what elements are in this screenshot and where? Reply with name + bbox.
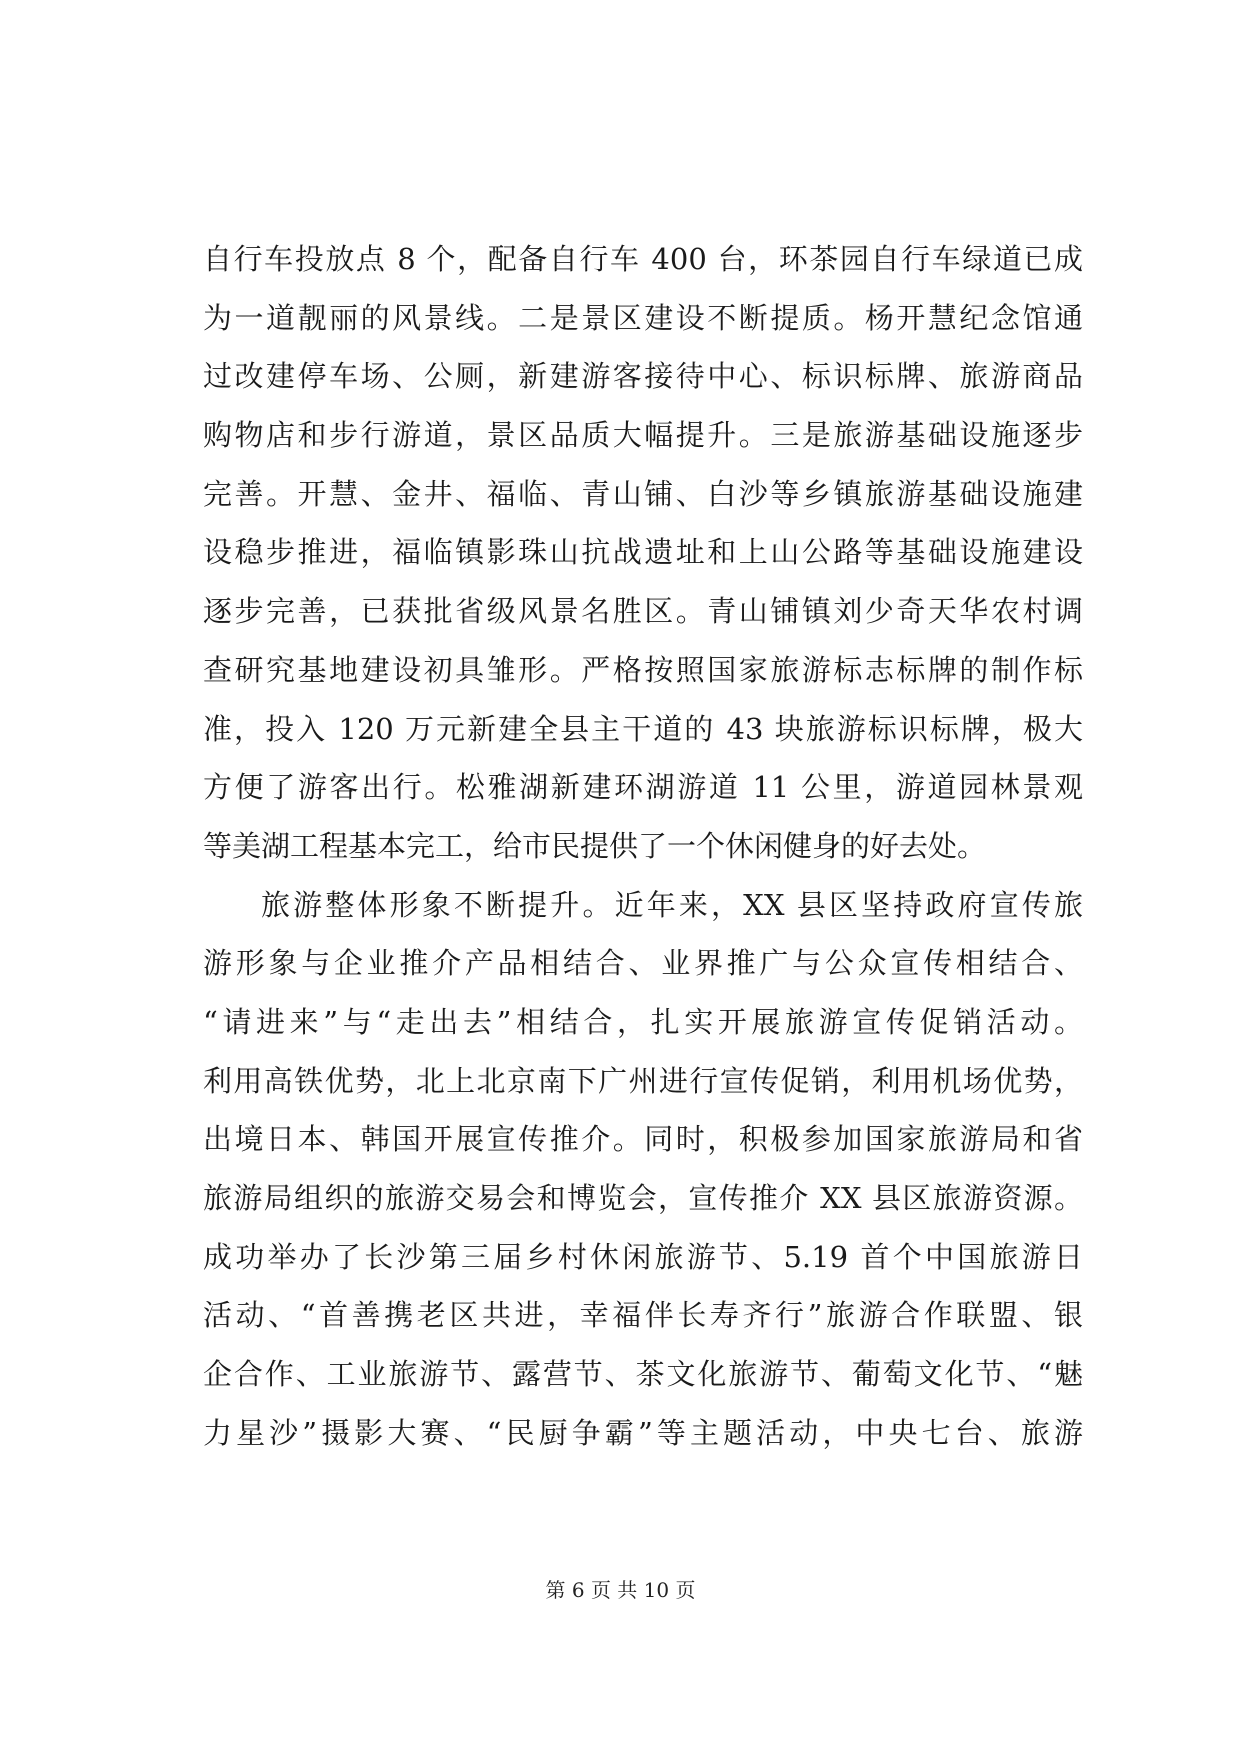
text-line: 查研究基地建设初具雏形。严格按照国家旅游标志标牌的制作标: [203, 652, 1083, 687]
text-line: 企合作、工业旅游节、露营节、茶文化旅游节、葡萄文化节、“魅: [203, 1357, 1083, 1392]
text-line: 准，投入 120 万元新建全县主干道的 43 块旅游标识标牌，极大: [203, 711, 1083, 746]
text-line: 过改建停车场、公厕，新建游客接待中心、标识标牌、旅游商品: [203, 359, 1083, 394]
text-line: 等美湖工程基本完工，给市民提供了一个休闲健身的好去处。: [203, 828, 987, 863]
text-line: 活动、“首善携老区共进，幸福伴长寿齐行”旅游合作联盟、银: [203, 1298, 1083, 1333]
text-line: 游形象与企业推介产品相结合、业界推广与公众宣传相结合、: [203, 946, 1083, 981]
text-line: 自行车投放点 8 个，配备自行车 400 台，环茶园自行车绿道已成: [203, 242, 1083, 276]
text-line: 方便了游客出行。松雅湖新建环湖游道 11 公里，游道园林景观: [203, 770, 1083, 805]
text-line: 逐步完善，已获批省级风景名胜区。青山铺镇刘少奇天华农村调: [203, 594, 1083, 629]
text-line: “请进来”与“走出去”相结合，扎实开展旅游宣传促销活动。: [203, 1004, 1083, 1039]
text-line: 成功举办了长沙第三届乡村休闲旅游节、5.19 首个中国旅游日: [203, 1239, 1083, 1274]
page-footer: 第 6 页 共 10 页: [545, 1578, 696, 1602]
text-line: 出境日本、韩国开展宣传推介。同时，积极参加国家旅游局和省: [203, 1122, 1083, 1157]
text-line: 利用高铁优势，北上北京南下广州进行宣传促销，利用机场优势，: [203, 1063, 1083, 1098]
text-line: 为一道靓丽的风景线。二是景区建设不断提质。杨开慧纪念馆通: [203, 300, 1083, 335]
text-line: 力星沙”摄影大赛、“民厨争霸”等主题活动，中央七台、旅游: [203, 1415, 1083, 1450]
text-line: 旅游局组织的旅游交易会和博览会，宣传推介 XX 县区旅游资源。: [203, 1181, 1083, 1215]
text-line: 完善。开慧、金井、福临、青山铺、白沙等乡镇旅游基础设施建: [203, 476, 1083, 511]
text-line: 设稳步推进，福临镇影珠山抗战遗址和上山公路等基础设施建设: [203, 535, 1083, 570]
paragraph-first-line: 旅游整体形象不断提升。近年来，XX 县区坚持政府宣传旅: [261, 887, 1083, 922]
body-text: [203, 230, 1083, 1462]
text-line: 购物店和步行游道，景区品质大幅提升。三是旅游基础设施逐步: [203, 418, 1083, 453]
